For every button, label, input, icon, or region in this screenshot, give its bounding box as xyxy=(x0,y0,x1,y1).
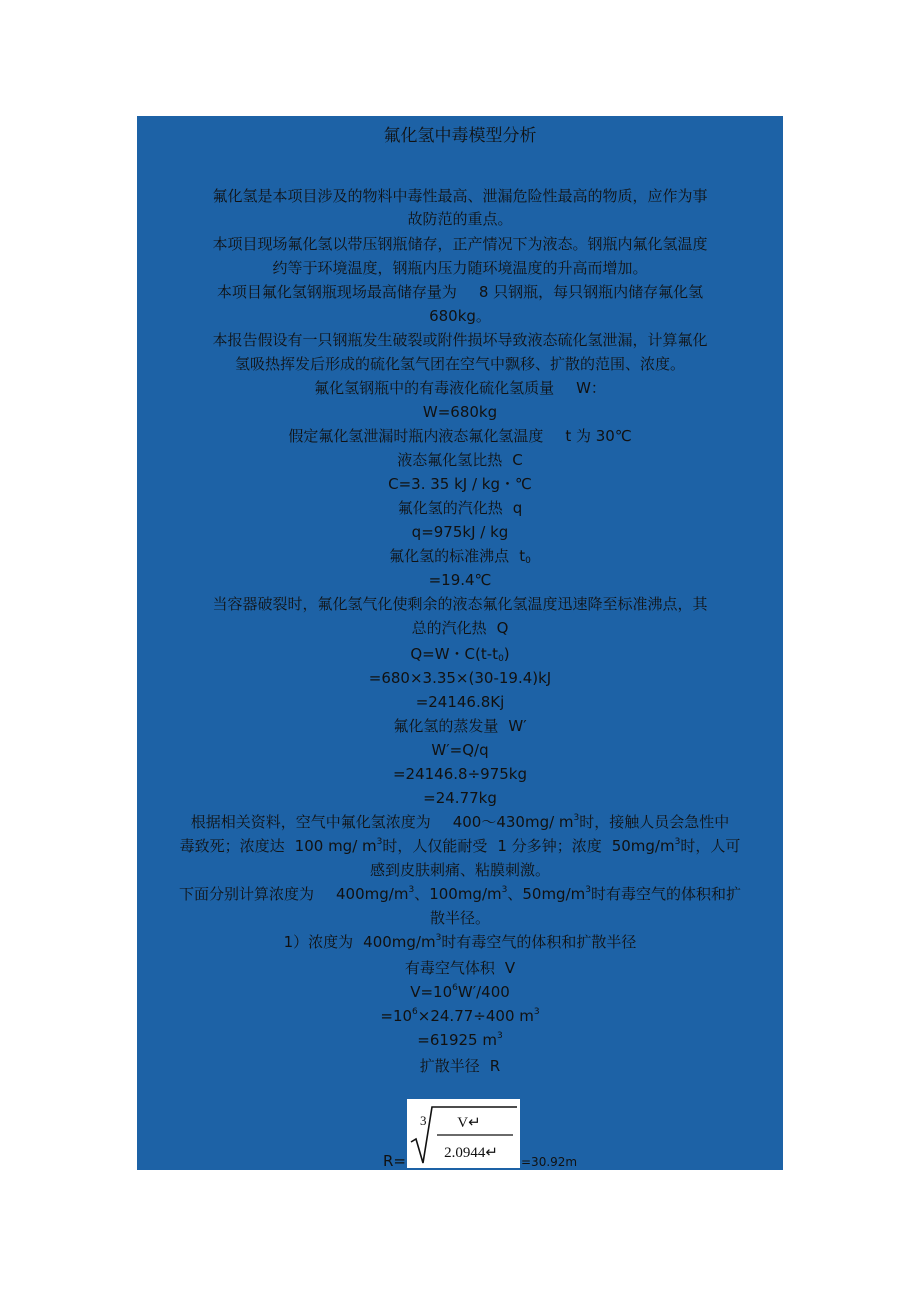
section-1-concentration: 400mg/m xyxy=(363,933,436,951)
evaporation-calc-3: =24.77kg xyxy=(423,789,497,807)
irritation-text: 时，人可 xyxy=(680,837,741,855)
section-1-heading xyxy=(137,932,783,952)
superscript: 3 xyxy=(573,813,580,823)
calc-intro-text: 下面分别计算浓度为 xyxy=(179,885,315,903)
evaporation-label: 氟化氢的蒸发量 xyxy=(393,717,499,735)
radius-line xyxy=(137,1056,783,1076)
paragraph-1-line-1: 氟化氢是本项目涉及的物料中毒性最高、泄漏危险性最高的物质，应作为事 xyxy=(212,187,708,205)
specific-heat-label: 液态氟化氢比热 xyxy=(397,451,503,469)
volume-calc-body: ×24.77÷400 m xyxy=(417,1007,534,1025)
volume-calc-2 xyxy=(137,1006,783,1026)
calc-intro-end: 时有毒空气的体积和扩 xyxy=(590,885,741,903)
mass-label: 氟化氢钢瓶中的有毒液化硫化氢质量 xyxy=(314,379,555,397)
boiling-point-label: 氟化氢的标准沸点 xyxy=(389,547,510,565)
calc-q-formula: Q=W・C(t-t xyxy=(410,645,499,663)
radius-result: =30.92m xyxy=(521,1155,578,1169)
storage-count-text: 8 只钢瓶，每只钢瓶内储存氟化氢 xyxy=(478,283,704,301)
lethal-effect-text: 时，接触人员会急性中 xyxy=(579,813,730,831)
concentration-text: 根据相关资料，空气中氟化氢浓度为 xyxy=(190,813,431,831)
paragraph-2-line-1: 本项目现场氟化氢以带压钢瓶储存，正产情况下为液态。钢瓶内氟化氢温度 xyxy=(212,235,708,253)
paragraph-2-line-2: 约等于环境温度，钢瓶内压力随环境温度的升高而增加。 xyxy=(272,259,648,277)
concentration-100: 、100mg/m xyxy=(414,885,502,903)
temperature-symbol: t 为 30℃ xyxy=(565,427,632,445)
superscript: 3 xyxy=(674,837,681,847)
temperature-line xyxy=(137,426,783,446)
calc-q-line-3: =24146.8Kj xyxy=(415,693,505,711)
paragraph-7-line-1 xyxy=(137,884,783,904)
storage-text: 本项目氟化氢钢瓶现场最高储存量为 xyxy=(216,283,457,301)
volume-calc-3 xyxy=(137,1030,783,1050)
calc-q-line-2: =680×3.35×(30-19.4)kJ xyxy=(368,669,552,687)
volume-label: 有毒空气体积 xyxy=(404,959,495,977)
superscript: 6 xyxy=(412,1007,418,1017)
vaporization-heat-line xyxy=(137,498,783,518)
concentration-50: 、50mg/m xyxy=(507,885,586,903)
section-1-suffix: 时有毒空气的体积和扩散半径 xyxy=(441,933,637,951)
volume-calc-prefix: =10 xyxy=(380,1007,413,1025)
vaporization-heat-value: q=975kJ / kg xyxy=(411,523,509,541)
volume-formula-end: W′/400 xyxy=(457,983,510,1001)
tolerance-text: 时，人仅能耐受 xyxy=(382,837,488,855)
evaporation-calc-2: =24146.8÷975kg xyxy=(392,765,527,783)
superscript: 3 xyxy=(496,1031,503,1041)
cube-root-svg xyxy=(407,1099,520,1168)
tolerance-concentration: 100 mg/ m xyxy=(294,837,377,855)
paragraph-6-line-3: 感到皮肤刺痛、粘膜刺激。 xyxy=(369,861,550,879)
mass-symbol: W： xyxy=(576,379,606,397)
paragraph-6-line-1 xyxy=(137,812,783,832)
volume-formula: V=10 xyxy=(410,983,453,1001)
specific-heat-value: C=3. 35 kJ / kg・℃ xyxy=(388,475,532,493)
page-title: 氟化氢中毒模型分析 xyxy=(383,126,537,146)
temperature-label: 假定氟化氢泄漏时瓶内液态氟化氢温度 xyxy=(288,427,544,445)
superscript: 3 xyxy=(408,885,415,895)
boiling-point-symbol: t xyxy=(519,547,526,565)
paragraph-5-line-2 xyxy=(137,618,783,638)
total-heat-symbol: Q xyxy=(496,619,509,637)
concentration-400: 400mg/m xyxy=(336,885,409,903)
calc-q-subscript: 0 xyxy=(498,654,504,664)
specific-heat-line xyxy=(137,450,783,470)
paragraph-5-line-1: 当容器破裂时，氟化氢气化使剩余的液态氟化氢温度迅速降至标准沸点，其 xyxy=(212,595,708,613)
mass-value: W=680kg xyxy=(422,403,498,421)
mass-label-line xyxy=(137,378,783,398)
document-panel xyxy=(137,116,783,1170)
paragraph-4-line-1: 本报告假设有一只钢瓶发生破裂或附件损坏导致液态硫化氢泄漏，计算氟化 xyxy=(212,331,708,349)
volume-symbol: V xyxy=(504,959,516,977)
superscript: 3 xyxy=(533,1007,540,1017)
paragraph-7-line-2: 散半径。 xyxy=(429,909,490,927)
radius-label: 扩散半径 xyxy=(419,1057,480,1075)
superscript: 6 xyxy=(452,983,458,993)
paragraph-1-line-2: 故防范的重点。 xyxy=(407,210,513,228)
radical-denominator: 2.0944↵ xyxy=(444,1145,498,1161)
superscript: 3 xyxy=(501,885,508,895)
duration-text: 1 分多钟；浓度 xyxy=(497,837,602,855)
vaporization-heat-label: 氟化氢的汽化热 xyxy=(397,499,503,517)
radius-prefix: R= xyxy=(383,1152,406,1170)
boiling-point-value: =19.4℃ xyxy=(428,571,492,589)
paragraph-3-line-2: 680kg。 xyxy=(429,307,491,325)
volume-calc-1 xyxy=(137,982,783,1002)
paragraph-6-line-2 xyxy=(137,836,783,856)
radius-symbol: R xyxy=(489,1057,501,1075)
radical-numerator: V↵ xyxy=(457,1115,481,1131)
calc-q-close: ) xyxy=(503,645,510,663)
superscript: 3 xyxy=(435,933,442,943)
paragraph-3-line-1 xyxy=(137,282,783,302)
boiling-point-line xyxy=(137,546,783,566)
root-index: 3 xyxy=(420,1113,427,1128)
paragraph-4-line-2: 氢吸热挥发后形成的硫化氢气团在空气中飘移、扩散的范围、浓度。 xyxy=(234,355,685,373)
irritation-concentration: 50mg/m xyxy=(611,837,675,855)
total-heat-label: 总的汽化热 xyxy=(411,619,487,637)
evaporation-line xyxy=(137,716,783,736)
lethal-concentration: 400～430mg/ m xyxy=(452,813,574,831)
radius-formula xyxy=(137,1098,783,1170)
section-1-prefix: 1）浓度为 xyxy=(283,933,354,951)
vaporization-heat-symbol: q xyxy=(512,499,523,517)
volume-line xyxy=(137,958,783,978)
superscript: 3 xyxy=(585,885,591,895)
concentration-text: 毒致死；浓度达 xyxy=(179,837,285,855)
evaporation-calc-1: W′=Q/q xyxy=(431,741,489,759)
evaporation-symbol: W′ xyxy=(508,717,527,735)
superscript: 3 xyxy=(376,837,383,847)
calc-q-line-1 xyxy=(137,644,783,664)
volume-result: =61925 m xyxy=(417,1031,497,1049)
cube-root-formula-image xyxy=(407,1099,520,1168)
boiling-point-subscript: 0 xyxy=(525,556,531,566)
specific-heat-symbol: C xyxy=(512,451,523,469)
